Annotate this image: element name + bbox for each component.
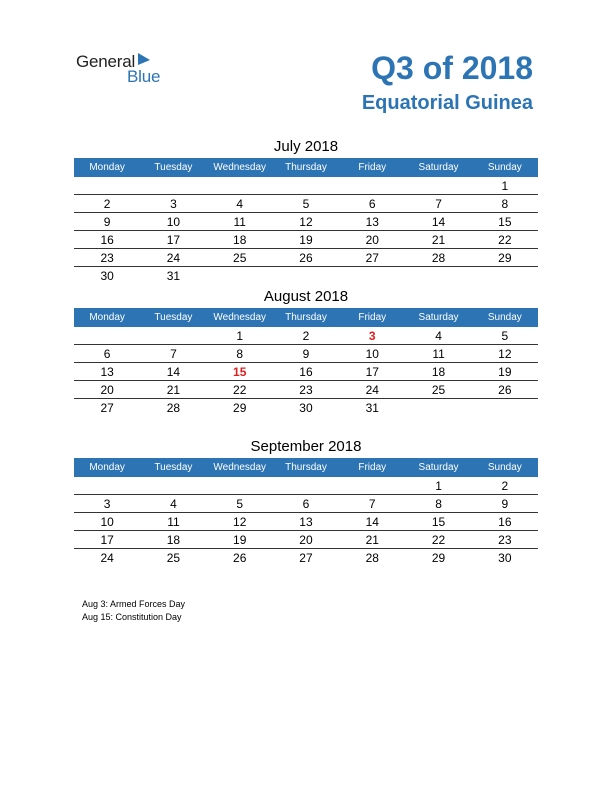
week-row bbox=[74, 381, 538, 399]
day-cell: 18 bbox=[166, 532, 181, 547]
day-cell: 14 bbox=[166, 364, 181, 379]
generalblue-logo bbox=[76, 52, 176, 86]
day-cell: 17 bbox=[365, 364, 379, 379]
day-cell: 21 bbox=[365, 532, 379, 547]
day-cell: 18 bbox=[431, 364, 446, 379]
month-title: August 2018 bbox=[263, 288, 349, 305]
week-row bbox=[74, 495, 538, 513]
day-cell: 9 bbox=[103, 214, 111, 229]
day-cell: 4 bbox=[236, 196, 244, 211]
weekday-header: Monday bbox=[89, 462, 125, 473]
weekday-header: Sunday bbox=[487, 462, 522, 473]
day-cell: 10 bbox=[365, 346, 379, 361]
day-cell: 16 bbox=[100, 232, 114, 247]
day-cell: 21 bbox=[166, 382, 181, 397]
holiday-note: Aug 15: Constitution Day bbox=[82, 612, 182, 622]
logo-flag-icon bbox=[138, 53, 150, 65]
week-row bbox=[74, 231, 538, 249]
day-cell: 29 bbox=[498, 250, 512, 265]
weekday-header: Sunday bbox=[487, 312, 522, 323]
day-cell: 7 bbox=[435, 196, 442, 211]
logo-word-blue: Blue bbox=[127, 67, 161, 86]
weekday-header: Monday bbox=[89, 162, 125, 173]
day-cell: 12 bbox=[233, 514, 247, 529]
day-cell: 21 bbox=[431, 232, 446, 247]
day-cell: 28 bbox=[431, 250, 446, 265]
day-cell: 2 bbox=[501, 478, 509, 493]
day-cell: 5 bbox=[501, 328, 509, 343]
day-cell: 22 bbox=[498, 232, 512, 247]
week-row bbox=[74, 549, 538, 567]
weekday-header-row bbox=[74, 158, 538, 177]
week-row bbox=[74, 249, 538, 267]
day-cell: 23 bbox=[299, 382, 313, 397]
weekday-header: Sunday bbox=[487, 162, 522, 173]
day-cell: 20 bbox=[365, 232, 379, 247]
day-cell: 2 bbox=[302, 328, 310, 343]
month-title: September 2018 bbox=[250, 438, 362, 455]
day-cell: 17 bbox=[100, 532, 114, 547]
week-row bbox=[74, 177, 538, 195]
day-cell: 24 bbox=[100, 551, 114, 565]
day-cell: 13 bbox=[299, 514, 313, 529]
day-cell: 16 bbox=[299, 364, 313, 379]
logo-word-general: General bbox=[76, 52, 136, 71]
day-cell: 25 bbox=[431, 382, 446, 397]
page-title: Q3 of 2018 bbox=[371, 50, 533, 86]
day-cell: 26 bbox=[498, 382, 512, 397]
month-calendar-july bbox=[74, 136, 538, 285]
day-cell: 7 bbox=[368, 496, 376, 511]
day-cell: 22 bbox=[233, 382, 247, 397]
day-cell: 6 bbox=[302, 496, 310, 511]
day-cell: 2 bbox=[103, 196, 111, 211]
day-cell: 31 bbox=[365, 401, 379, 415]
day-cell: 9 bbox=[501, 496, 509, 511]
weekday-header: Thursday bbox=[285, 462, 327, 473]
day-cell: 22 bbox=[431, 532, 446, 547]
month-calendar-september bbox=[74, 436, 538, 567]
week-row bbox=[74, 327, 538, 345]
weekday-header: Monday bbox=[89, 312, 125, 323]
weekday-header: Saturday bbox=[418, 462, 459, 473]
weekday-header: Tuesday bbox=[154, 312, 193, 323]
weekday-header: Wednesday bbox=[213, 462, 267, 473]
weekday-header: Wednesday bbox=[213, 162, 267, 173]
week-row bbox=[74, 531, 538, 549]
day-cell: 8 bbox=[435, 496, 442, 511]
day-cell: 7 bbox=[170, 346, 177, 361]
day-cell: 14 bbox=[431, 214, 446, 229]
day-cell: 10 bbox=[166, 214, 181, 229]
day-cell: 6 bbox=[103, 346, 111, 361]
day-cell: 26 bbox=[299, 250, 313, 265]
week-row bbox=[74, 267, 538, 285]
day-cell: 17 bbox=[166, 232, 181, 247]
day-cell: 27 bbox=[100, 401, 114, 415]
day-cell: 13 bbox=[365, 214, 379, 229]
day-cell: 1 bbox=[435, 478, 442, 493]
day-cell: 12 bbox=[498, 346, 512, 361]
day-cell: 26 bbox=[233, 551, 247, 565]
day-cell: 19 bbox=[299, 232, 313, 247]
day-cell: 19 bbox=[498, 364, 512, 379]
country-subtitle: Equatorial Guinea bbox=[361, 92, 533, 114]
day-cell: 12 bbox=[299, 214, 313, 229]
weekday-header: Tuesday bbox=[154, 462, 193, 473]
day-cell: 24 bbox=[166, 250, 181, 265]
day-cell: 1 bbox=[501, 178, 509, 193]
weekday-header: Tuesday bbox=[154, 162, 193, 173]
weekday-header-row bbox=[74, 458, 538, 477]
week-row bbox=[74, 513, 538, 531]
week-row bbox=[74, 213, 538, 231]
day-cell: 20 bbox=[100, 382, 114, 397]
day-cell: 11 bbox=[432, 346, 445, 361]
day-cell: 8 bbox=[501, 196, 509, 211]
weekday-header: Saturday bbox=[418, 162, 459, 173]
day-cell: 4 bbox=[170, 496, 177, 511]
day-cell: 11 bbox=[167, 514, 180, 529]
day-cell: 25 bbox=[233, 250, 247, 265]
day-cell: 24 bbox=[365, 382, 379, 397]
holiday-day-cell: 3 bbox=[368, 328, 376, 343]
day-cell: 15 bbox=[431, 514, 446, 529]
month-title: July 2018 bbox=[273, 138, 339, 155]
day-cell: 11 bbox=[233, 214, 246, 229]
day-cell: 8 bbox=[236, 346, 244, 361]
day-cell: 23 bbox=[100, 250, 114, 265]
weekday-header: Saturday bbox=[418, 312, 459, 323]
day-cell: 27 bbox=[299, 551, 313, 565]
day-cell: 16 bbox=[498, 514, 512, 529]
week-row bbox=[74, 345, 538, 363]
day-cell: 25 bbox=[166, 551, 181, 565]
weekday-header: Thursday bbox=[285, 162, 327, 173]
weekday-header: Wednesday bbox=[213, 312, 267, 323]
day-cell: 23 bbox=[498, 532, 512, 547]
day-cell: 29 bbox=[431, 551, 446, 565]
day-cell: 20 bbox=[299, 532, 313, 547]
day-cell: 30 bbox=[100, 269, 114, 283]
day-cell: 28 bbox=[166, 401, 181, 415]
weekday-header: Friday bbox=[358, 462, 387, 473]
holiday-note: Aug 3: Armed Forces Day bbox=[82, 599, 186, 609]
month-calendar-august bbox=[74, 286, 538, 417]
day-cell: 4 bbox=[435, 328, 442, 343]
day-cell: 3 bbox=[170, 196, 177, 211]
day-cell: 19 bbox=[233, 532, 247, 547]
day-cell: 6 bbox=[368, 196, 376, 211]
day-cell: 14 bbox=[365, 514, 379, 529]
day-cell: 3 bbox=[103, 496, 111, 511]
weekday-header: Thursday bbox=[285, 312, 327, 323]
day-cell: 9 bbox=[302, 346, 310, 361]
day-cell: 29 bbox=[233, 401, 247, 415]
weekday-header: Friday bbox=[358, 312, 387, 323]
weekday-header-row bbox=[74, 308, 538, 327]
day-cell: 5 bbox=[302, 196, 310, 211]
day-cell: 10 bbox=[100, 514, 114, 529]
weekday-header: Friday bbox=[358, 162, 387, 173]
week-row bbox=[74, 195, 538, 213]
day-cell: 15 bbox=[498, 214, 512, 229]
day-cell: 13 bbox=[100, 364, 114, 379]
week-row bbox=[74, 477, 538, 495]
day-cell: 18 bbox=[233, 232, 247, 247]
day-cell: 1 bbox=[236, 328, 244, 343]
day-cell: 27 bbox=[365, 250, 379, 265]
day-cell: 30 bbox=[299, 401, 313, 415]
week-row bbox=[74, 399, 538, 417]
day-cell: 5 bbox=[236, 496, 244, 511]
holiday-notes bbox=[82, 598, 185, 624]
week-row bbox=[74, 363, 538, 381]
day-cell: 31 bbox=[166, 269, 181, 283]
holiday-day-cell: 15 bbox=[233, 364, 247, 379]
day-cell: 28 bbox=[365, 551, 379, 565]
day-cell: 30 bbox=[498, 551, 512, 565]
